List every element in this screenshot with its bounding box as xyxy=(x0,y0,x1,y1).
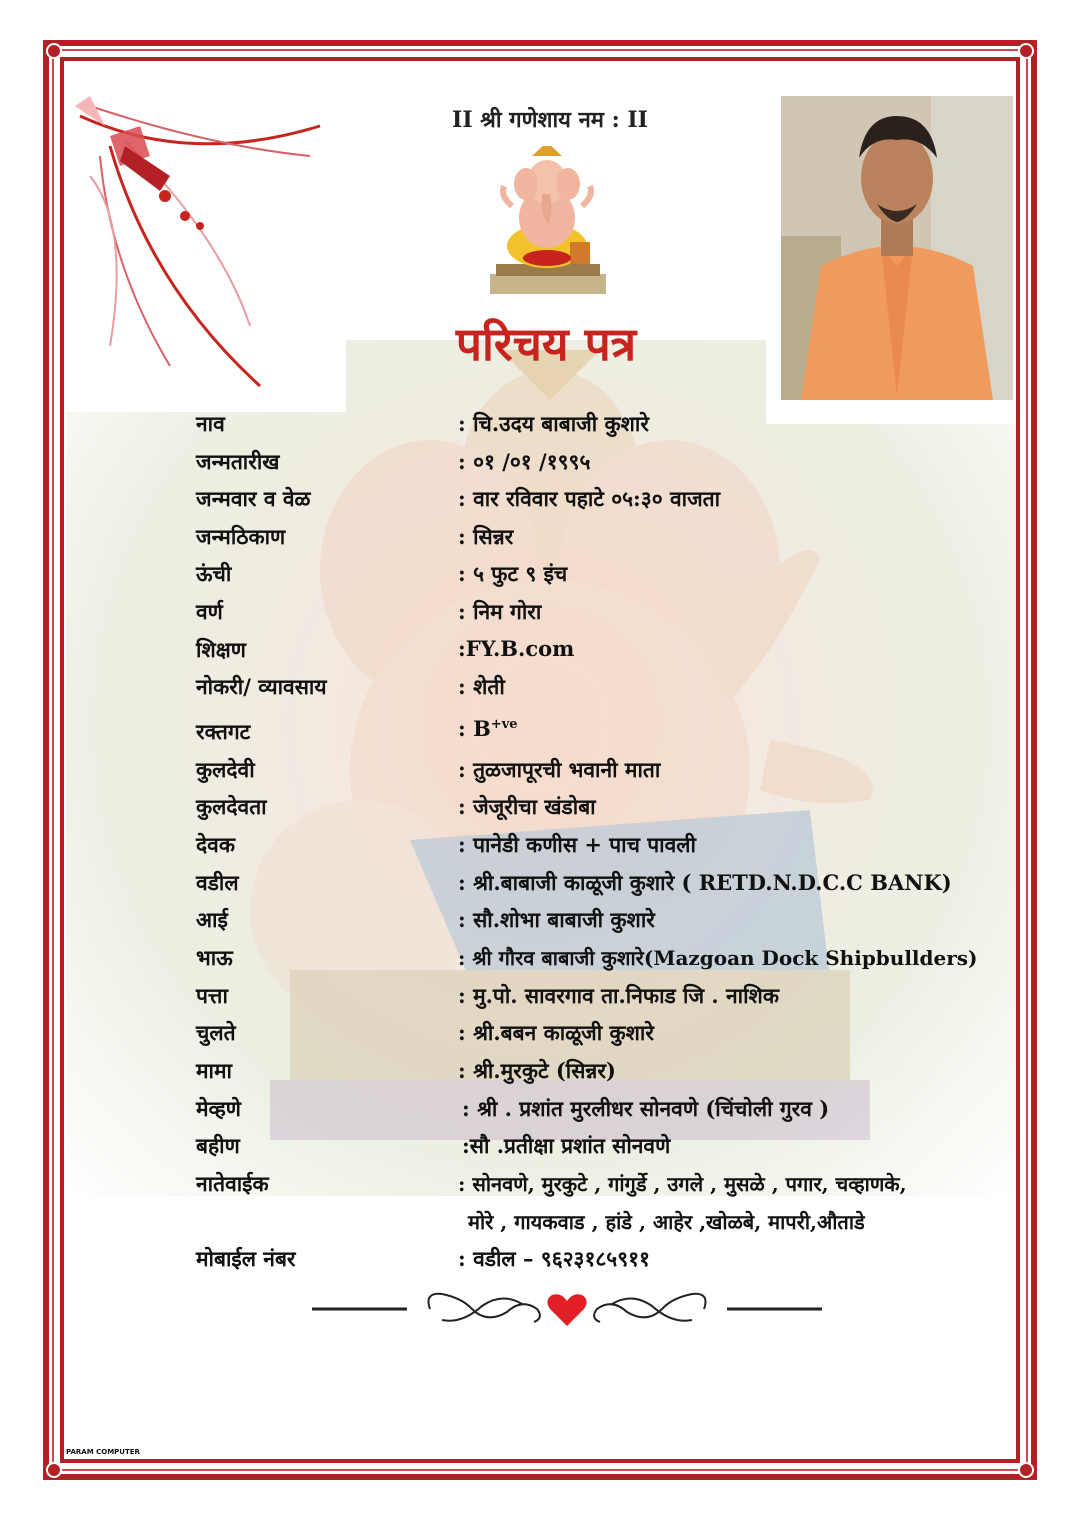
field-label-kuldevi: कुलदेवी xyxy=(196,757,255,782)
field-label-father: वडील xyxy=(196,870,239,895)
field-label-sister: बहीण xyxy=(196,1133,240,1158)
bells-ribbon-decoration xyxy=(70,86,330,396)
field-label-blood-group: रक्तगट xyxy=(196,719,251,744)
field-value-birthdate: : ०१ /०१ /१९९५ xyxy=(458,449,591,474)
field-value-kuldevi: : तुळजापूरची भवानी माता xyxy=(458,757,661,782)
field-value-uncle: : श्री.बबन काळूजी कुशारे xyxy=(458,1020,654,1045)
field-label-brother: भाऊ xyxy=(196,945,233,970)
field-value-height: : ५ फुट ९ इंच xyxy=(458,561,568,586)
field-value-brother-in-law: : श्री . प्रशांत मुरलीधर सोनवणे (चिंचोली गुरव ) xyxy=(462,1096,830,1121)
corner-dot xyxy=(46,43,62,59)
field-label-mobile: मोबाईल नंबर xyxy=(196,1246,296,1271)
ganesh-idol-icon xyxy=(482,146,612,298)
field-label-kuldevata: कुलदेवता xyxy=(196,794,267,819)
field-value-father: : श्री.बाबाजी काळूजी कुशारे ( RETD.N.D.C.C BANK) xyxy=(458,870,952,895)
field-label-birthdate: जन्मतारीख xyxy=(196,449,280,474)
field-value-occupation: : शेती xyxy=(458,674,505,699)
field-label-mother: आई xyxy=(196,907,228,932)
field-value-birthplace: : सिन्नर xyxy=(458,524,514,549)
corner-dot xyxy=(1018,1462,1034,1478)
field-value-relatives: : सोनवणे, मुरकुटे , गांगुर्डे , उगले , मुसळे , पगार, चव्हाणके, xyxy=(458,1172,907,1196)
field-label-occupation: नोकरी/ व्यावसाय xyxy=(196,674,327,699)
corner-dot xyxy=(46,1462,62,1478)
field-value-mobile: : वडील – ९६२३१८५९११ xyxy=(458,1246,650,1271)
field-value-complexion: : निम गोरा xyxy=(458,599,542,624)
field-label-maternal-uncle: मामा xyxy=(196,1058,232,1083)
field-label-name: नाव xyxy=(196,411,225,436)
field-value-name: : चि.उदय बाबाजी कुशारे xyxy=(458,411,649,436)
field-label-birthplace: जन्मठिकाण xyxy=(196,524,286,549)
person-photo-icon xyxy=(781,96,1013,400)
field-value-birth-day-time: : वार रविवार पहाटे ०५:३० वाजता xyxy=(458,486,721,511)
field-value-devak: : पानेडी कणीस + पाच पावली xyxy=(458,832,696,857)
candidate-photo xyxy=(781,96,1013,400)
corner-dot xyxy=(1018,43,1034,59)
field-value-education: :FY.B.com xyxy=(458,636,575,661)
field-label-complexion: वर्ण xyxy=(196,599,223,624)
field-value-brother: : श्री गौरव बाबाजी कुशारे(Mazgoan Dock Shipbullders) xyxy=(458,946,978,970)
field-label-devak: देवक xyxy=(196,832,235,857)
field-label-birth-day-time: जन्मवार व वेळ xyxy=(196,486,311,511)
field-value-kuldevata: : जेजूरीचा खंडोबा xyxy=(458,794,596,819)
field-value-blood-group xyxy=(458,716,518,741)
heart-flourish-divider xyxy=(312,1284,822,1334)
field-value-address: : मु.पो. सावरगाव ता.निफाड जि . नाशिक xyxy=(458,983,779,1008)
field-value-relatives-line2: मोरे , गायकवाड , हांडे , आहेर ,खोळबे, मापरी,औताडे xyxy=(468,1210,865,1234)
field-value-mother: : सौ.शोभा बाबाजी कुशारे xyxy=(458,907,655,932)
blood-group-value: : B xyxy=(458,716,491,741)
field-label-uncle: चुलते xyxy=(196,1020,236,1045)
field-label-height: ऊंची xyxy=(196,561,232,586)
field-label-brother-in-law: मेव्हणे xyxy=(196,1096,241,1121)
document-title: परिचय पत्र xyxy=(455,317,637,371)
field-label-address: पत्ता xyxy=(196,983,228,1008)
field-label-relatives: नातेवाईक xyxy=(196,1171,269,1196)
field-value-maternal-uncle: : श्री.मुरकुटे (सिन्नर) xyxy=(458,1058,616,1083)
blood-group-suffix: +ve xyxy=(490,717,518,732)
field-value-sister: :सौ .प्रतीक्षा प्रशांत सोनवणे xyxy=(462,1133,671,1158)
footer-credit: PARAM COMPUTER xyxy=(66,1448,140,1456)
field-label-education: शिक्षण xyxy=(196,637,246,662)
invocation-heading: II श्री गणेशाय नम : II xyxy=(452,107,648,133)
